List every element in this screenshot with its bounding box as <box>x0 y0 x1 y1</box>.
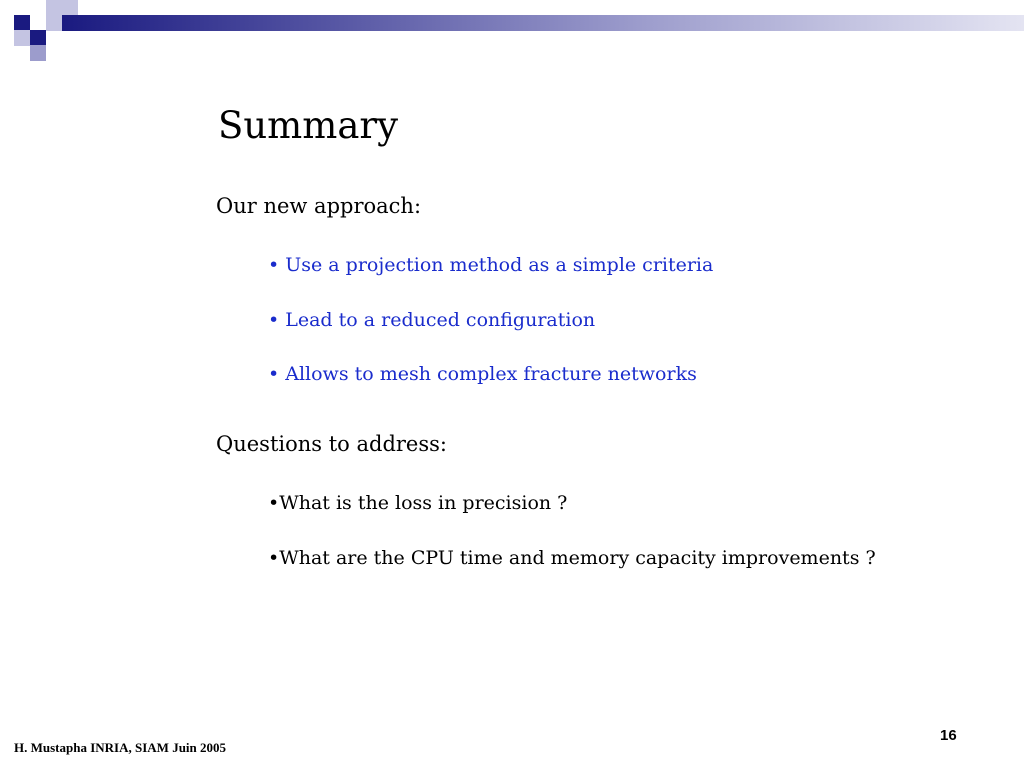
slide-number: 16 <box>940 727 957 744</box>
footer-text: H. Mustapha INRIA, SIAM Juin 2005 <box>14 740 227 755</box>
bullet-item: • Lead to a reduced configuration <box>268 309 596 331</box>
bullet-item: •What are the CPU time and memory capacity improvements ? <box>268 547 876 569</box>
bullet-item: • Use a projection method as a simple criteria <box>268 254 714 276</box>
decor-square-lavender-right <box>62 0 78 16</box>
decor-square-navy-mid <box>30 30 46 46</box>
bullet-item: • Allows to mesh complex fracture networks <box>268 363 697 385</box>
slide-title: Summary <box>218 104 398 147</box>
decor-square-lavender-bottom <box>30 45 46 61</box>
decor-square-lavender-left <box>14 30 30 46</box>
bullet-item: •What is the loss in precision ? <box>268 492 568 514</box>
decor-square-lavender-top <box>46 0 62 16</box>
decor-square-navy-topleft <box>14 15 30 31</box>
decor-square-lavender-mid <box>46 15 62 31</box>
header-gradient-bar <box>62 15 1024 31</box>
section-heading-approach: Our new approach: <box>216 194 422 218</box>
section-heading-questions: Questions to address: <box>216 432 447 456</box>
